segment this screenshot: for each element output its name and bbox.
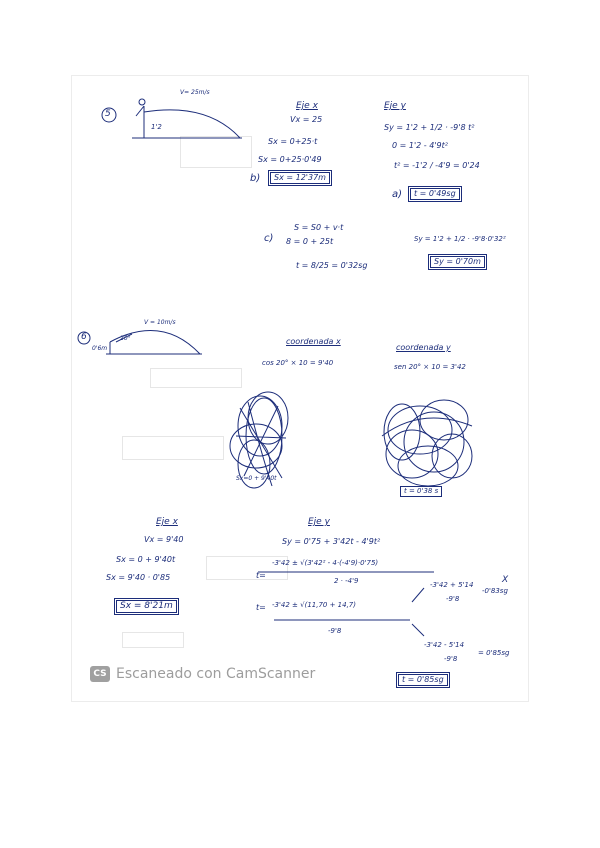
problem6-sx1: Sx = 0 + 9'40t xyxy=(116,555,176,564)
problem6-height: 0'6m xyxy=(92,345,108,352)
problem6-velocity: V = 10m/s xyxy=(144,319,176,326)
problem6-ejey-answer: t = 0'85sg xyxy=(398,674,448,686)
watermark-text: Escaneado con CamScanner xyxy=(116,666,316,682)
problem5-c-sy-answer: Sy = 0'70m xyxy=(430,256,485,268)
problem6-coordy-title: coordenada y xyxy=(396,343,451,352)
problem6-branch1-val: -0'83sg xyxy=(482,587,508,595)
problem5-c-label: c) xyxy=(264,233,274,244)
problem5-c-eq2: t = 8/25 = 0'32sg xyxy=(296,261,368,270)
problem5-c-eq1: 8 = 0 + 25t xyxy=(286,237,334,246)
problem6-t1-num: -3'42 ± √(3'42² - 4·(-4'9)·0'75) xyxy=(272,559,379,567)
problem6-ejex-title: Eje x xyxy=(156,517,178,527)
problem5-sx1: Sx = 0+25·t xyxy=(268,137,318,146)
problem5-b-answer: Sx = 12'37m xyxy=(270,172,330,184)
problem6-branch1-mark: X xyxy=(502,575,509,585)
problem5-ejey-sy: Sy = 1'2 + 1/2 · -9'8 t² xyxy=(384,123,475,132)
problem6-ejex-answer: Sx = 8'21m xyxy=(116,600,177,613)
problem5-number: 5 xyxy=(105,109,111,119)
problem5-a-answer: t = 0'49sg xyxy=(410,188,460,200)
problem6-t2-num: -3'42 ± √(11,70 + 14,7) xyxy=(272,601,356,609)
problem6-coordy-value: sen 20° × 10 = 3'42 xyxy=(394,363,466,371)
problem6-branch2-den: -9'8 xyxy=(444,655,458,663)
problem5-ejey-eq2: t² = -1'2 / -4'9 = 0'24 xyxy=(394,161,480,170)
problem5-c-s: S = S0 + v·t xyxy=(294,223,344,232)
problem6-angle: 20° xyxy=(120,335,131,342)
problem5-c-sy: Sy = 1'2 + 1/2 · -9'8·0'32² xyxy=(414,235,506,243)
problem6-coordx-title: coordenada x xyxy=(286,337,341,346)
problem6-branch1-den: -9'8 xyxy=(446,595,460,603)
problem6-ejey-title: Eje y xyxy=(308,517,330,527)
problem5-vx: Vx = 25 xyxy=(290,115,323,124)
problem6-coordx-value: cos 20° × 10 = 9'40 xyxy=(262,359,334,367)
problem5-velocity: V= 25m/s xyxy=(180,89,210,96)
problem5-height: 1'2 xyxy=(151,123,162,131)
problem6-t1-prefix: t= xyxy=(256,571,266,580)
problem5-sx2: Sx = 0+25·0'49 xyxy=(258,155,322,164)
problem6-branch1-num: -3'42 + 5'14 xyxy=(430,581,474,589)
problem6-scribble-right: t = 0'38 s xyxy=(400,486,442,497)
problem6-branch2-num: -3'42 - 5'14 xyxy=(424,641,465,649)
problem6-scribble-left: Sx=0 + 9'40t xyxy=(236,475,277,482)
problem6-sx2: Sx = 9'40 · 0'85 xyxy=(106,573,171,582)
problem5-ejey-title: Eje y xyxy=(384,101,406,111)
problem5-ejey-eq1: 0 = 1'2 - 4'9t² xyxy=(392,141,448,150)
scanned-page xyxy=(72,76,528,701)
problem6-number: 6 xyxy=(81,332,87,342)
problem6-t2-den: -9'8 xyxy=(328,627,342,635)
camscanner-watermark xyxy=(90,666,315,682)
problem6-ejey-sy: Sy = 0'75 + 3'42t - 4'9t² xyxy=(282,537,381,546)
problem6-vx: Vx = 9'40 xyxy=(144,535,184,544)
problem6-branch2-val: = 0'85sg xyxy=(478,649,510,657)
problem5-ejex-title: Eje x xyxy=(296,101,318,111)
camscanner-logo-icon: CS xyxy=(90,666,110,682)
problem5-b-label: b) xyxy=(250,173,261,184)
problem6-t2-prefix: t= xyxy=(256,603,266,612)
problem6-t1-den: 2 · -4'9 xyxy=(334,577,359,585)
problem5-a-label: a) xyxy=(392,189,403,200)
